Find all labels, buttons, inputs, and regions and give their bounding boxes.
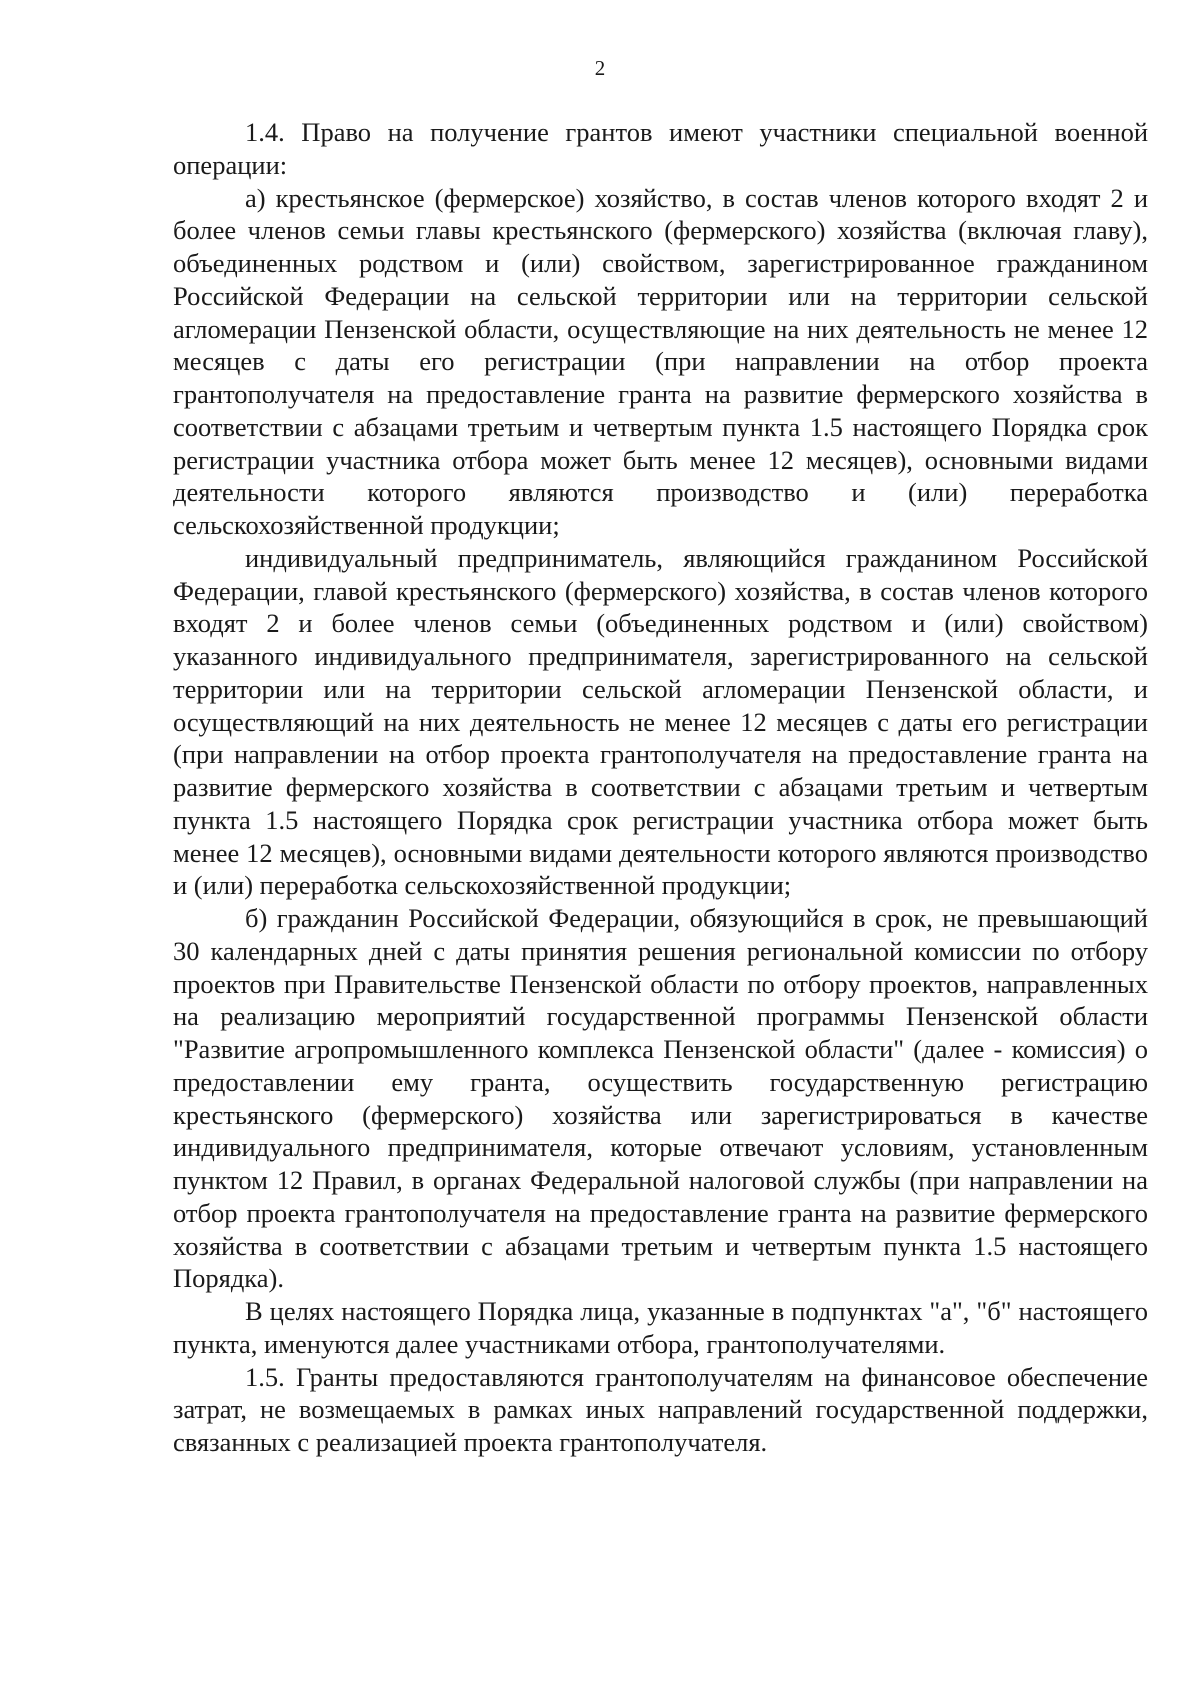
paragraph-subitem-a: а) крестьянское (фермерское) хозяйство, в состав членов которого входят 2 и более членов семьи главы крестьянского (фермерского) хозяйства (включая главу), объединенных родством и (или) свойством, зарегистрированное гражданином Российской Федерации на сельской территории или на территории сельской агломерации Пензенской области, осуществляющие на них деятельность не менее 12 месяцев с даты его регистрации (при направлении на отбор проекта грантополучателя на предоставление гранта на развитие фермерского хозяйства в соответствии с абзацами третьим и четвертым пункта 1.5 настоящего Порядка срок регистрации участника отбора может быть менее 12 месяцев), основными видами деятельности которого являются производство и (или) переработка сельскохозяйственной продукции;	[173, 182, 1148, 540]
paragraph-definitions: В целях настоящего Порядка лица, указанные в подпунктах "а", "б" настоящего пункта, именуются далее участниками отбора, грантополучателями.	[173, 1296, 1148, 1359]
paragraph-1-4: 1.4. Право на получение грантов имеют участники специальной военной операции:	[173, 117, 1148, 180]
document-body	[173, 116, 1148, 1459]
paragraph-individual-entrepreneur: индивидуальный предприниматель, являющийся гражданином Российской Федерации, главой крестьянского (фермерского) хозяйства, в состав членов которого входят 2 и более членов семьи (объединенных родством и (или) свойством) указанного индивидуального предпринимателя, зарегистрированного на сельской территории или на территории сельской агломерации Пензенской области, и осуществляющий на них деятельность не менее 12 месяцев с даты его регистрации (при направлении на отбор проекта грантополучателя на предоставление гранта на развитие фермерского хозяйства в соответствии с абзацами третьим и четвертым пункта 1.5 настоящего Порядка срок регистрации участника отбора может быть менее 12 месяцев), основными видами деятельности которого являются производство и (или) переработка сельскохозяйственной продукции;	[173, 542, 1148, 901]
paragraph-1-5: 1.5. Гранты предоставляются грантополучателям на финансовое обеспечение затрат, не возмещаемых в рамках иных направлений государственной поддержки, связанных с реализацией проекта грантополучателя.	[173, 1361, 1148, 1457]
paragraph-subitem-b: б) гражданин Российской Федерации, обязующийся в срок, не превышающий 30 календарных дней с даты принятия решения региональной комиссии по отбору проектов при Правительстве Пензенской области по отбору проектов, направленных на реализацию мероприятий государственной программы Пензенской области "Развитие агропромышленного комплекса Пензенской области" (далее - комиссия) о предоставлении ему гранта, осуществить государственную регистрацию крестьянского (фермерского) хозяйства или зарегистрироваться в качестве индивидуального предпринимателя, которые отвечают условиям, установленным пунктом 12 Правил, в органах Федеральной налоговой службы (при направлении на отбор проекта грантополучателя на предоставление гранта на развитие фермерского хозяйства в соответствии с абзацами третьим и четвертым пункта 1.5 настоящего Порядка).	[173, 903, 1148, 1294]
page-number: 2	[594, 56, 606, 80]
